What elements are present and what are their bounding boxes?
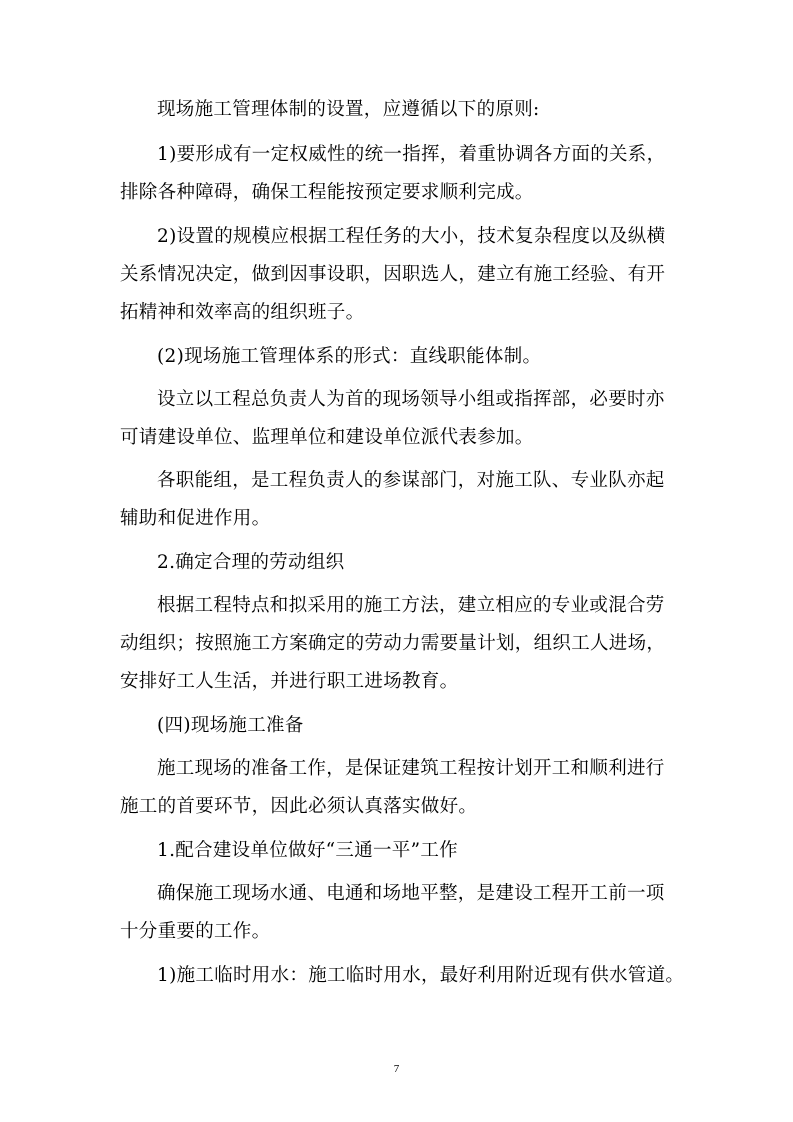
paragraph-8-line-1: 根据工程特点和拟采用的施工方法，建立相应的专业或混合劳 [157,595,665,616]
paragraph-4-line-1: (2)现场施工管理体系的形式：直线职能体制。 [157,346,542,367]
paragraph-12-line-1: 确保施工现场水通、电通和场地平整，是建设工程开工前一项 [157,883,665,904]
paragraph-5-line-2: 可请建设单位、监理单位和建设单位派代表参加。 [120,427,534,448]
paragraph-3-line-1: 2)设置的规模应根据工程任务的大小，技术复杂程度以及纵横 [157,226,666,247]
paragraph-3-line-3: 拓精神和效率高的组织班子。 [120,302,365,323]
paragraph-13-line-1: 1)施工临时用水：施工临时用水，最好利用附近现有供水管道。 [157,965,685,986]
paragraph-5-line-1: 设立以工程总负责人为首的现场领导小组或指挥部，必要时亦 [157,389,665,410]
paragraph-6-line-1: 各职能组，是工程负责人的参谋部门，对施工队、专业队亦起 [157,470,665,491]
paragraph-10-line-1: 施工现场的准备工作，是保证建筑工程按计划开工和顺利进行 [157,758,665,779]
paragraph-3-line-2: 关系情况决定，做到因事设职，因职选人，建立有施工经验、有开 [120,264,666,285]
paragraph-6-line-2: 辅助和促进作用。 [120,508,271,529]
paragraph-9-line-1: (四)现场施工准备 [157,715,304,736]
paragraph-12-line-2: 十分重要的工作。 [120,921,271,942]
paragraph-8-line-2: 动组织；按照施工方案确定的劳动力需要量计划，组织工人进场， [120,633,666,654]
paragraph-8-line-3: 安排好工人生活，并进行职工进场教育。 [120,671,459,692]
paragraph-1-line-1: 现场施工管理体制的设置，应遵循以下的原则: [157,99,540,120]
page-number: 7 [393,1063,400,1075]
paragraph-7-line-1: 2.确定合理的劳动组织 [157,552,345,573]
paragraph-10-line-2: 施工的首要环节，因此必须认真落实做好。 [120,796,478,817]
paragraph-2-line-1: 1)要形成有一定权威性的统一指挥，着重协调各方面的关系， [157,144,666,165]
paragraph-2-line-2: 排除各种障碍，确保工程能按预定要求顺利完成。 [120,182,534,203]
paragraph-11-line-1: 1.配合建设单位做好“三通一平”工作 [157,840,458,861]
